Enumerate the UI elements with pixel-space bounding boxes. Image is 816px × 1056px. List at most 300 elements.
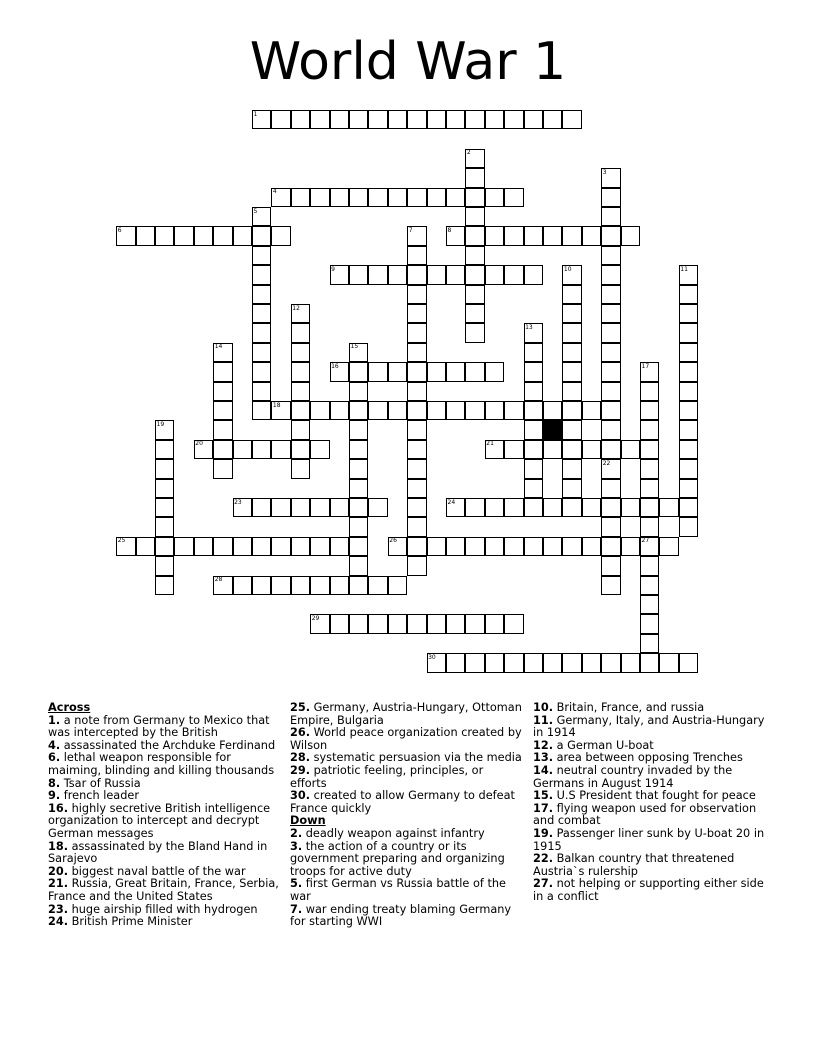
grid-cell[interactable] xyxy=(504,401,523,420)
grid-cell[interactable] xyxy=(407,246,426,265)
grid-cell[interactable] xyxy=(524,498,543,517)
grid-cell[interactable] xyxy=(524,265,543,284)
grid-cell[interactable] xyxy=(291,459,310,478)
grid-cell[interactable] xyxy=(465,285,484,304)
grid-cell[interactable] xyxy=(213,537,232,556)
grid-cell[interactable] xyxy=(485,188,504,207)
grid-cell[interactable] xyxy=(271,537,290,556)
grid-cell[interactable] xyxy=(349,440,368,459)
grid-cell[interactable] xyxy=(524,537,543,556)
grid-cell[interactable] xyxy=(291,110,310,129)
grid-cell[interactable] xyxy=(213,440,232,459)
grid-cell[interactable] xyxy=(640,420,659,439)
grid-cell[interactable] xyxy=(601,440,620,459)
grid-cell[interactable] xyxy=(659,498,678,517)
grid-cell[interactable] xyxy=(407,110,426,129)
grid-cell[interactable] xyxy=(465,226,484,245)
clue-number: 21. xyxy=(48,877,69,891)
black-cell xyxy=(543,420,562,439)
grid-cell[interactable] xyxy=(562,110,581,129)
grid-cell[interactable] xyxy=(407,188,426,207)
grid-cell[interactable] xyxy=(465,168,484,187)
grid-cell[interactable] xyxy=(562,382,581,401)
grid-cell[interactable] xyxy=(601,265,620,284)
clue-text: Germany, Austria-Hungary, Ottoman Empire, Bulgaria xyxy=(290,701,522,727)
grid-cell[interactable] xyxy=(485,110,504,129)
grid-cell[interactable] xyxy=(213,362,232,381)
grid-cell[interactable] xyxy=(524,653,543,672)
grid-cell[interactable] xyxy=(252,343,271,362)
grid-cell[interactable] xyxy=(659,653,678,672)
grid-cell[interactable] xyxy=(233,576,252,595)
grid-cell[interactable] xyxy=(291,323,310,342)
clue-number: 24. xyxy=(48,915,69,929)
grid-cell[interactable] xyxy=(368,362,387,381)
grid-cell[interactable] xyxy=(155,517,174,536)
grid-cell[interactable] xyxy=(679,517,698,536)
grid-cell[interactable] xyxy=(679,459,698,478)
grid-cell[interactable] xyxy=(601,576,620,595)
grid-cell[interactable] xyxy=(233,537,252,556)
grid-cell[interactable] xyxy=(621,653,640,672)
grid-cell[interactable] xyxy=(543,537,562,556)
grid-cell[interactable] xyxy=(562,653,581,672)
grid-cell[interactable] xyxy=(601,401,620,420)
grid-cell[interactable] xyxy=(524,459,543,478)
grid-cell[interactable] xyxy=(427,188,446,207)
grid-cell[interactable] xyxy=(252,246,271,265)
grid-number: 21 xyxy=(486,440,494,448)
grid-cell[interactable] xyxy=(330,188,349,207)
grid-cell[interactable] xyxy=(504,265,523,284)
grid-cell[interactable] xyxy=(291,362,310,381)
grid-cell[interactable] xyxy=(640,401,659,420)
grid-cell[interactable] xyxy=(310,110,329,129)
grid-cell[interactable] xyxy=(640,459,659,478)
grid-cell[interactable] xyxy=(640,382,659,401)
grid-cell[interactable] xyxy=(252,576,271,595)
grid-cell[interactable] xyxy=(562,459,581,478)
grid-cell[interactable] xyxy=(291,401,310,420)
grid-cell[interactable] xyxy=(485,362,504,381)
grid-cell[interactable] xyxy=(155,479,174,498)
grid-cell[interactable] xyxy=(407,498,426,517)
grid-cell[interactable] xyxy=(601,246,620,265)
clue-text: flying weapon used for observation and combat xyxy=(533,801,757,828)
grid-cell[interactable] xyxy=(194,537,213,556)
grid-cell[interactable] xyxy=(349,537,368,556)
grid-cell[interactable] xyxy=(213,401,232,420)
grid-cell[interactable] xyxy=(485,498,504,517)
grid-cell[interactable] xyxy=(427,265,446,284)
grid-cell[interactable] xyxy=(465,653,484,672)
grid-cell[interactable] xyxy=(271,440,290,459)
grid-cell[interactable] xyxy=(446,110,465,129)
grid-cell[interactable] xyxy=(310,537,329,556)
grid-cell[interactable] xyxy=(136,226,155,245)
grid-cell[interactable] xyxy=(562,323,581,342)
grid-cell[interactable] xyxy=(271,576,290,595)
grid-cell[interactable] xyxy=(330,576,349,595)
grid-cell[interactable] xyxy=(601,362,620,381)
grid-cell[interactable] xyxy=(310,401,329,420)
grid-cell[interactable] xyxy=(640,653,659,672)
grid-cell[interactable] xyxy=(291,343,310,362)
grid-cell[interactable] xyxy=(543,110,562,129)
grid-cell[interactable] xyxy=(524,401,543,420)
grid-cell[interactable] xyxy=(640,576,659,595)
grid-cell[interactable] xyxy=(543,653,562,672)
grid-cell[interactable] xyxy=(388,362,407,381)
grid-cell[interactable] xyxy=(640,634,659,653)
clue-text: Russia, Great Britain, France, Serbia, France and the United States xyxy=(48,877,279,903)
clue-number: 13. xyxy=(533,751,554,765)
grid-cell[interactable] xyxy=(562,304,581,323)
grid-cell[interactable] xyxy=(582,401,601,420)
clue-item xyxy=(290,904,522,929)
grid-cell[interactable] xyxy=(330,401,349,420)
clue-text: assassinated the Archduke Ferdinand xyxy=(63,738,276,752)
grid-cell[interactable] xyxy=(504,653,523,672)
grid-cell[interactable] xyxy=(368,110,387,129)
grid-cell[interactable] xyxy=(136,537,155,556)
grid-cell[interactable] xyxy=(252,323,271,342)
grid-cell[interactable] xyxy=(679,653,698,672)
grid-cell[interactable] xyxy=(310,498,329,517)
grid-cell[interactable] xyxy=(407,479,426,498)
grid-cell[interactable] xyxy=(562,401,581,420)
grid-cell[interactable] xyxy=(155,459,174,478)
grid-cell[interactable] xyxy=(349,498,368,517)
grid-number: 4 xyxy=(272,188,277,196)
grid-cell[interactable] xyxy=(446,401,465,420)
grid-cell[interactable] xyxy=(349,556,368,575)
grid-cell[interactable] xyxy=(601,382,620,401)
grid-cell[interactable] xyxy=(582,537,601,556)
grid-cell[interactable] xyxy=(291,576,310,595)
grid-cell[interactable] xyxy=(601,188,620,207)
grid-cell[interactable] xyxy=(465,265,484,284)
grid-cell[interactable] xyxy=(310,188,329,207)
grid-cell[interactable] xyxy=(601,285,620,304)
grid-cell[interactable] xyxy=(252,382,271,401)
grid-cell[interactable] xyxy=(446,188,465,207)
grid-cell[interactable] xyxy=(291,188,310,207)
grid-cell[interactable] xyxy=(640,614,659,633)
grid-cell[interactable] xyxy=(562,226,581,245)
grid-cell[interactable] xyxy=(504,110,523,129)
grid-cell[interactable] xyxy=(407,517,426,536)
grid-cell[interactable] xyxy=(407,614,426,633)
grid-cell[interactable] xyxy=(601,479,620,498)
grid-cell[interactable] xyxy=(446,362,465,381)
grid-cell[interactable] xyxy=(601,226,620,245)
grid-cell[interactable] xyxy=(621,498,640,517)
grid-cell[interactable] xyxy=(504,440,523,459)
grid-cell[interactable] xyxy=(330,614,349,633)
grid-cell[interactable] xyxy=(504,614,523,633)
grid-cell[interactable] xyxy=(582,653,601,672)
grid-cell[interactable] xyxy=(562,440,581,459)
grid-cell[interactable] xyxy=(679,440,698,459)
grid-cell[interactable] xyxy=(679,343,698,362)
grid-cell[interactable] xyxy=(485,653,504,672)
grid-cell[interactable] xyxy=(368,576,387,595)
grid-number: 16 xyxy=(331,362,339,370)
grid-cell[interactable] xyxy=(349,576,368,595)
clue-number: 2. xyxy=(290,826,303,840)
grid-cell[interactable] xyxy=(465,614,484,633)
grid-cell[interactable] xyxy=(252,265,271,284)
grid-cell[interactable] xyxy=(388,188,407,207)
grid-cell[interactable] xyxy=(465,110,484,129)
grid-cell[interactable] xyxy=(446,614,465,633)
grid-cell[interactable] xyxy=(679,285,698,304)
grid-cell[interactable] xyxy=(524,382,543,401)
grid-cell[interactable] xyxy=(621,440,640,459)
grid-cell[interactable] xyxy=(640,517,659,536)
grid-cell[interactable] xyxy=(524,479,543,498)
grid-cell[interactable] xyxy=(407,285,426,304)
grid-cell[interactable] xyxy=(524,420,543,439)
grid-cell[interactable] xyxy=(640,498,659,517)
grid-cell[interactable] xyxy=(582,498,601,517)
grid-cell[interactable] xyxy=(524,226,543,245)
grid-cell[interactable] xyxy=(291,498,310,517)
grid-cell[interactable] xyxy=(291,537,310,556)
grid-cell[interactable] xyxy=(485,401,504,420)
grid-cell[interactable] xyxy=(524,110,543,129)
grid-cell[interactable] xyxy=(582,440,601,459)
grid-cell[interactable] xyxy=(601,304,620,323)
grid-cell[interactable] xyxy=(543,440,562,459)
grid-cell[interactable] xyxy=(368,188,387,207)
grid-cell[interactable] xyxy=(174,537,193,556)
grid-cell[interactable] xyxy=(291,440,310,459)
grid-cell[interactable] xyxy=(349,382,368,401)
grid-cell[interactable] xyxy=(291,420,310,439)
grid-cell[interactable] xyxy=(679,479,698,498)
grid-cell[interactable] xyxy=(407,556,426,575)
grid-cell[interactable] xyxy=(485,226,504,245)
grid-cell[interactable] xyxy=(213,382,232,401)
grid-cell[interactable] xyxy=(155,576,174,595)
grid-cell[interactable] xyxy=(562,420,581,439)
grid-cell[interactable] xyxy=(407,440,426,459)
grid-cell[interactable] xyxy=(368,614,387,633)
grid-cell[interactable] xyxy=(465,304,484,323)
grid-cell[interactable] xyxy=(271,110,290,129)
clue-text: war ending treaty blaming Germany for starting WWI xyxy=(290,902,512,929)
clue-text: neutral country invaded by the Germans in August 1914 xyxy=(533,763,733,790)
grid-cell[interactable] xyxy=(465,498,484,517)
grid-cell[interactable] xyxy=(349,479,368,498)
grid-cell[interactable] xyxy=(349,401,368,420)
grid-cell[interactable] xyxy=(155,440,174,459)
grid-cell[interactable] xyxy=(330,498,349,517)
grid-cell[interactable] xyxy=(582,226,601,245)
grid-cell[interactable] xyxy=(465,401,484,420)
grid-cell[interactable] xyxy=(407,537,426,556)
grid-cell[interactable] xyxy=(213,459,232,478)
grid-cell[interactable] xyxy=(310,440,329,459)
grid-cell[interactable] xyxy=(543,498,562,517)
grid-cell[interactable] xyxy=(349,420,368,439)
grid-cell[interactable] xyxy=(504,537,523,556)
grid-cell[interactable] xyxy=(524,343,543,362)
grid-cell[interactable] xyxy=(407,362,426,381)
grid-cell[interactable] xyxy=(562,362,581,381)
grid-cell[interactable] xyxy=(543,401,562,420)
grid-cell[interactable] xyxy=(601,420,620,439)
grid-cell[interactable] xyxy=(562,498,581,517)
grid-cell[interactable] xyxy=(640,556,659,575)
grid-cell[interactable] xyxy=(562,479,581,498)
grid-cell[interactable] xyxy=(349,362,368,381)
grid-cell[interactable] xyxy=(252,537,271,556)
grid-number: 8 xyxy=(447,226,452,234)
grid-cell[interactable] xyxy=(485,265,504,284)
grid-cell[interactable] xyxy=(562,537,581,556)
grid-cell[interactable] xyxy=(310,576,329,595)
grid-cell[interactable] xyxy=(465,362,484,381)
grid-cell[interactable] xyxy=(349,265,368,284)
grid-cell[interactable] xyxy=(601,556,620,575)
grid-cell[interactable] xyxy=(233,440,252,459)
grid-cell[interactable] xyxy=(427,362,446,381)
grid-cell[interactable] xyxy=(679,323,698,342)
grid-cell[interactable] xyxy=(155,498,174,517)
grid-cell[interactable] xyxy=(407,323,426,342)
grid-cell[interactable] xyxy=(601,537,620,556)
grid-cell[interactable] xyxy=(349,110,368,129)
grid-cell[interactable] xyxy=(465,323,484,342)
grid-cell[interactable] xyxy=(349,517,368,536)
clue-number: 29. xyxy=(290,763,311,777)
grid-cell[interactable] xyxy=(621,226,640,245)
grid-cell[interactable] xyxy=(601,653,620,672)
grid-cell[interactable] xyxy=(640,440,659,459)
grid-cell[interactable] xyxy=(504,188,523,207)
grid-cell[interactable] xyxy=(388,614,407,633)
grid-cell[interactable] xyxy=(368,401,387,420)
grid-cell[interactable] xyxy=(543,226,562,245)
grid-cell[interactable] xyxy=(504,498,523,517)
grid-cell[interactable] xyxy=(388,265,407,284)
grid-cell[interactable] xyxy=(174,226,193,245)
grid-cell[interactable] xyxy=(349,614,368,633)
grid-cell[interactable] xyxy=(485,537,504,556)
grid-cell[interactable] xyxy=(679,362,698,381)
grid-cell[interactable] xyxy=(446,537,465,556)
grid-cell[interactable] xyxy=(407,343,426,362)
grid-cell[interactable] xyxy=(601,517,620,536)
grid-cell[interactable] xyxy=(427,401,446,420)
grid-cell[interactable] xyxy=(679,401,698,420)
grid-cell[interactable] xyxy=(388,401,407,420)
grid-cell[interactable] xyxy=(679,420,698,439)
grid-cell[interactable] xyxy=(407,304,426,323)
grid-cell[interactable] xyxy=(465,246,484,265)
grid-number: 11 xyxy=(680,265,688,273)
grid-cell[interactable] xyxy=(194,226,213,245)
grid-cell[interactable] xyxy=(446,653,465,672)
grid-cell[interactable] xyxy=(252,285,271,304)
grid-cell[interactable] xyxy=(252,226,271,245)
grid-cell[interactable] xyxy=(330,110,349,129)
grid-cell[interactable] xyxy=(155,226,174,245)
grid-cell[interactable] xyxy=(252,440,271,459)
grid-cell[interactable] xyxy=(330,537,349,556)
grid-cell[interactable] xyxy=(601,498,620,517)
grid-cell[interactable] xyxy=(562,285,581,304)
grid-cell[interactable] xyxy=(446,265,465,284)
grid-cell[interactable] xyxy=(679,304,698,323)
grid-number: 13 xyxy=(525,323,533,331)
grid-cell[interactable] xyxy=(213,420,232,439)
grid-cell[interactable] xyxy=(252,362,271,381)
grid-cell[interactable] xyxy=(407,265,426,284)
clue-text: deadly weapon against infantry xyxy=(305,826,485,840)
grid-cell[interactable] xyxy=(465,537,484,556)
clue-item xyxy=(48,752,280,777)
grid-cell[interactable] xyxy=(659,537,678,556)
grid-cell[interactable] xyxy=(601,323,620,342)
grid-cell[interactable] xyxy=(524,440,543,459)
grid-cell[interactable] xyxy=(349,188,368,207)
grid-cell[interactable] xyxy=(679,382,698,401)
grid-cell[interactable] xyxy=(368,498,387,517)
across-heading: Across xyxy=(48,701,91,714)
grid-cell[interactable] xyxy=(465,207,484,226)
grid-cell[interactable] xyxy=(388,110,407,129)
grid-cell[interactable] xyxy=(407,401,426,420)
grid-number: 24 xyxy=(447,498,456,506)
grid-cell[interactable] xyxy=(601,343,620,362)
grid-cell[interactable] xyxy=(291,382,310,401)
grid-cell[interactable] xyxy=(504,226,523,245)
grid-cell[interactable] xyxy=(427,537,446,556)
grid-cell[interactable] xyxy=(601,207,620,226)
grid-cell[interactable] xyxy=(155,537,174,556)
clue-number: 25. xyxy=(290,701,311,714)
grid-cell[interactable] xyxy=(427,614,446,633)
grid-cell[interactable] xyxy=(368,265,387,284)
grid-cell[interactable] xyxy=(155,556,174,575)
grid-cell[interactable] xyxy=(640,479,659,498)
grid-cell[interactable] xyxy=(407,420,426,439)
grid-cell[interactable] xyxy=(271,226,290,245)
grid-cell[interactable] xyxy=(252,498,271,517)
grid-cell[interactable] xyxy=(407,382,426,401)
grid-cell[interactable] xyxy=(621,537,640,556)
grid-cell[interactable] xyxy=(233,226,252,245)
grid-cell[interactable] xyxy=(252,304,271,323)
grid-cell[interactable] xyxy=(640,595,659,614)
grid-cell[interactable] xyxy=(562,343,581,362)
grid-cell[interactable] xyxy=(407,459,426,478)
grid-cell[interactable] xyxy=(524,362,543,381)
grid-cell[interactable] xyxy=(349,459,368,478)
grid-cell[interactable] xyxy=(388,576,407,595)
grid-cell[interactable] xyxy=(485,614,504,633)
grid-cell[interactable] xyxy=(271,498,290,517)
grid-cell[interactable] xyxy=(679,498,698,517)
grid-cell[interactable] xyxy=(252,401,271,420)
grid-cell[interactable] xyxy=(213,226,232,245)
grid-cell[interactable] xyxy=(427,110,446,129)
grid-cell[interactable] xyxy=(465,188,484,207)
